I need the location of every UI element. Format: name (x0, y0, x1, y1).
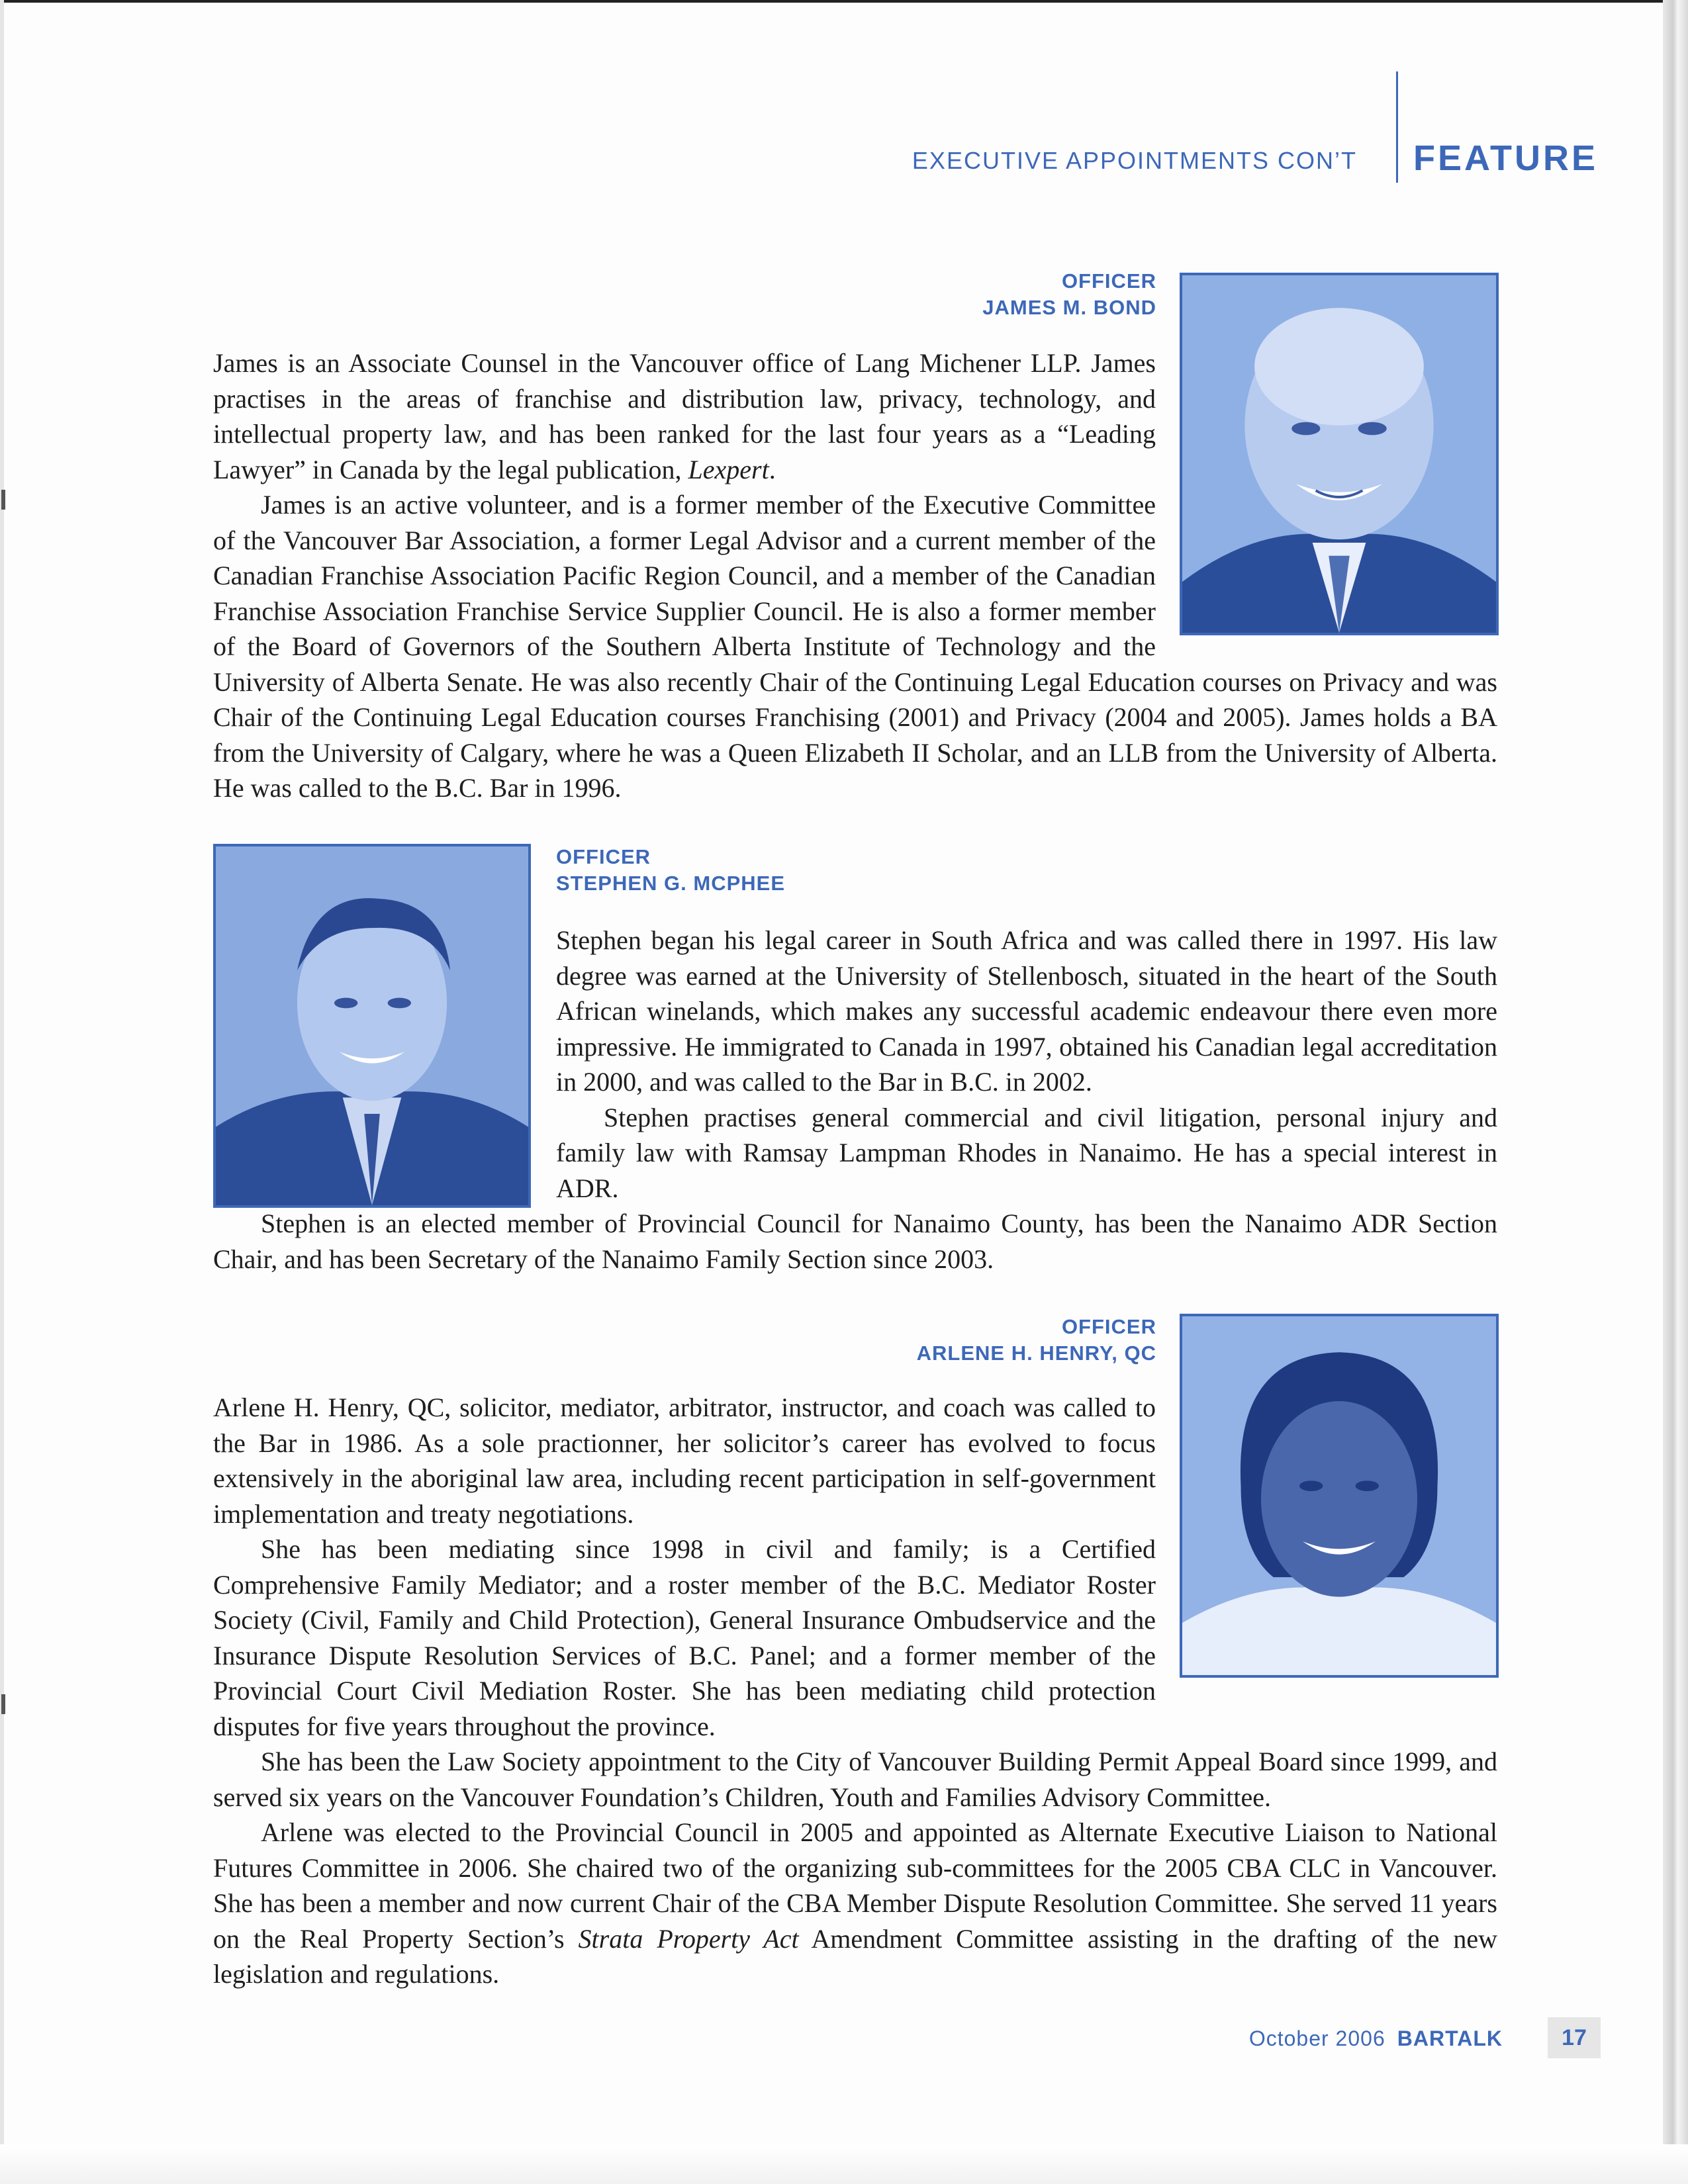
officer-heading-james-bond (861, 268, 1156, 321)
gutter-mark (1, 490, 5, 510)
officer-name: JAMES M. BOND (982, 296, 1156, 319)
wrap-spacer (213, 923, 556, 1206)
running-head: EXECUTIVE APPOINTMENTS CON’T (912, 147, 1357, 174)
punctuation: . (769, 454, 776, 484)
page-number: 17 (1548, 2017, 1601, 2058)
officer-role: OFFICER (1061, 1315, 1156, 1338)
section-label: FEATURE (1413, 138, 1598, 178)
publication-title: Lexpert (688, 454, 769, 484)
bio-text: Amendment Committee assisting in the drafting of the new legislation and regulations. (213, 1923, 1498, 1989)
bio-paragraph (213, 1815, 1497, 1992)
scan-edge-bottom (0, 2144, 1688, 2184)
officer-role: OFFICER (556, 845, 651, 868)
header-divider (1396, 71, 1398, 183)
officer-heading-stephen-mcphee (556, 844, 1086, 897)
bio-paragraph: James is an Associate Counsel in the Vancouver office of Lang Michener LLP. James practises in the areas of franchise and distribution law, privacy, technology, and intellectual property law, and has been ranked for the last four years as a “Leading Lawyer” in Canada by the legal publication, (213, 348, 1156, 484)
officer-heading-arlene-henry (861, 1314, 1156, 1367)
scan-edge-top (0, 0, 1688, 3)
officer-name: STEPHEN G. MCPHEE (556, 872, 785, 895)
bio-paragraph: Stephen practises general commercial and civil litigation, personal injury and family law with Ramsay Lampman Rhodes in Nanaimo. He has a special interest in ADR. (556, 1102, 1497, 1203)
wrap-spacer (1156, 1390, 1497, 1678)
scan-edge-left (0, 0, 4, 2184)
bio-james-bond-body (213, 487, 1497, 806)
officer-role: OFFICER (1061, 269, 1156, 293)
bio-text: Arlene was elected to the Provincial Council in 2005 and appointed as Alternate Executive Liaison to National Futures Committee in 2006. She chaired two of the organizing sub-committees for the 2005 CBA CLC in Vancouver. She has been a member and now current Chair of the CBA Member Dispute Resolution Committee. She served 11 years on the Real Property Section’s (213, 1817, 1497, 1954)
bio-stephen-mcphee (213, 923, 1497, 1277)
magazine-name: BARTALK (1397, 2026, 1503, 2050)
bio-paragraph: She has been mediating since 1998 in civil and family; is a Certified Comprehensive Family Mediator; and a roster member of the B.C. Mediator Roster Society (Civil, Family and Child Protection), General Insurance Ombudservice and the Insurance Dispute Resolution Services of B.C. Panel; and a former member of the Provincial Court Civil Mediation Roster. She has been mediating child protection disputes for five years throughout the province. (213, 1534, 1156, 1741)
bio-paragraph: James is an active volunteer, and is a former member of the Executive Committee of the Vancouver Bar Association, a former Legal Advisor and a current member of the Canadian Franchise Association Pacific Region Council, and a member of the Canadian Franchise Association Franchise Service Supplier Council. He is also a former member of the Board of Governors of the Southern Alberta Institute of Technology and the University of Alberta Senate. He was also recently Chair of the Continuing Legal Education courses on Privacy and was Chair of the Continuing Legal Education courses Franchising (2001) and Privacy (2004 and 2005). James holds a BA from the University of Calgary, where he was a Queen Elizabeth II Scholar, and an LLB from the University of Alberta. He was called to the B.C. Bar in 1996. (213, 490, 1497, 803)
officer-name: ARLENE H. HENRY, QC (916, 1342, 1156, 1365)
issue-date: October 2006 (1248, 2026, 1385, 2050)
bio-paragraph: She has been the Law Society appointment to the City of Vancouver Building Permit Appeal Board since 1999, and served six years on the Vancouver Foundation’s Children, Youth and Families Advisory Committee. (213, 1747, 1497, 1812)
bio-arlene-henry (213, 1390, 1497, 1992)
bio-paragraph: Stephen began his legal career in South Africa and was called there in 1997. His law degree was earned at the University of Stellenbosch, situated in the heart of the South African winelands, which makes any successful academic endeavour there even more impressive. He immigrated to Canada in 1997, obtained his Canadian legal accreditation in 2000, and was called to the Bar in B.C. in 2002. (556, 925, 1497, 1097)
bio-paragraph: Stephen is an elected member of Provincial Council for Nanaimo County, has been the Nanaimo ADR Section Chair, and has been Secretary of the Nanaimo Family Section since 2003. (213, 1208, 1497, 1274)
scan-edge-right (1663, 0, 1688, 2184)
bio-paragraph: Arlene H. Henry, QC, solicitor, mediator, arbitrator, instructor, and coach was called to the Bar in 1986. As a sole practionner, her solicitor’s career has evolved to focus extensively in the aboriginal law area, including recent participation in self-government implementation and treaty negotiations. (213, 1392, 1156, 1529)
page-footer (1158, 2026, 1503, 2051)
gutter-mark (1, 1694, 5, 1714)
wrap-spacer (1156, 487, 1497, 635)
bio-james-bond-intro (213, 345, 1156, 487)
legislation-title: Strata Property Act (578, 1923, 799, 1954)
